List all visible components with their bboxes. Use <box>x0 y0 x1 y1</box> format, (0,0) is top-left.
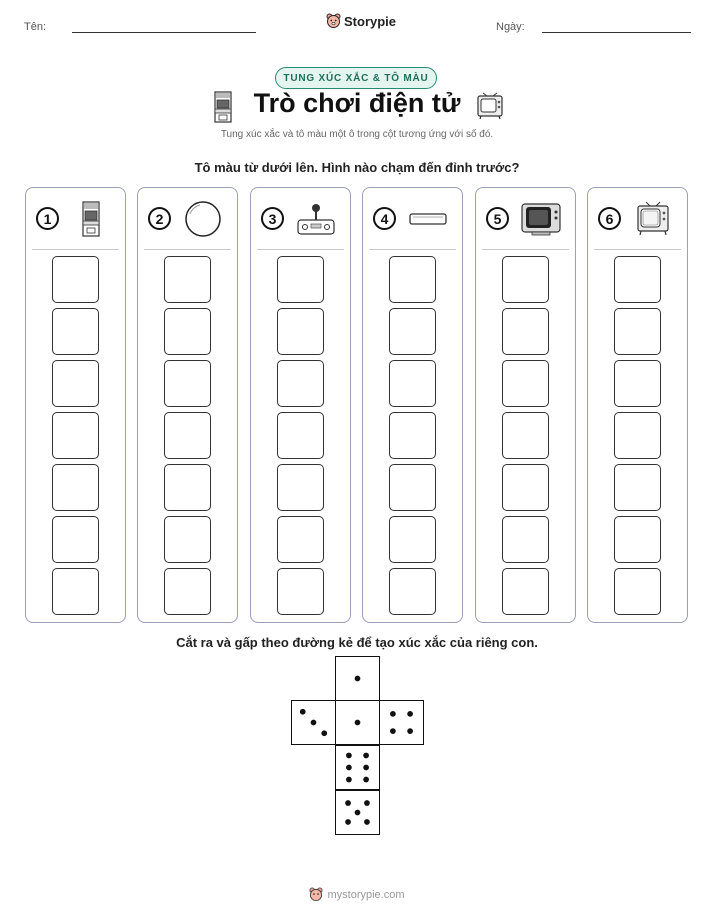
coloring-cell[interactable] <box>164 412 211 459</box>
footer <box>0 887 714 902</box>
coloring-cell[interactable] <box>502 308 549 355</box>
coloring-cell[interactable] <box>52 516 99 563</box>
column-divider <box>594 249 681 250</box>
coloring-instruction: Tô màu từ dưới lên. Hình nào chạm đến đỉnh trước? <box>194 160 520 175</box>
coloring-cell[interactable] <box>502 516 549 563</box>
coloring-cell[interactable] <box>614 412 661 459</box>
coloring-cell[interactable] <box>614 464 661 511</box>
circle-icon <box>180 200 226 238</box>
coloring-cell[interactable] <box>52 412 99 459</box>
column-number: 2 <box>148 207 171 230</box>
name-line <box>72 32 256 33</box>
coloring-cell[interactable] <box>389 516 436 563</box>
coloring-cell[interactable] <box>52 464 99 511</box>
bear-logo-icon <box>309 887 323 902</box>
die-face-1 <box>335 700 380 745</box>
column-4 <box>362 187 463 623</box>
column-number: 1 <box>36 207 59 230</box>
coloring-cell[interactable] <box>164 256 211 303</box>
coloring-cell[interactable] <box>389 308 436 355</box>
coloring-cell[interactable] <box>164 568 211 615</box>
page-subtitle: Tung xúc xắc và tô màu một ô trong cột tương ứng với số đó. <box>220 129 494 140</box>
coloring-cell[interactable] <box>389 464 436 511</box>
coloring-cell[interactable] <box>277 464 324 511</box>
die-face-6 <box>335 745 380 790</box>
cut-instruction: Cắt ra và gấp theo đường kẻ để tạo xúc xắc của riêng con. <box>176 635 538 650</box>
column-divider <box>144 249 231 250</box>
coloring-cell[interactable] <box>614 308 661 355</box>
coloring-cell[interactable] <box>277 360 324 407</box>
coloring-cell[interactable] <box>52 256 99 303</box>
column-divider <box>369 249 456 250</box>
arcade-cabinet-icon <box>68 200 114 238</box>
column-divider <box>257 249 344 250</box>
coloring-cell[interactable] <box>614 256 661 303</box>
column-2 <box>137 187 238 623</box>
coloring-cell[interactable] <box>164 308 211 355</box>
die-face-3 <box>291 700 336 745</box>
column-number: 6 <box>598 207 621 230</box>
coloring-cell[interactable] <box>164 464 211 511</box>
column-number: 4 <box>373 207 396 230</box>
column-5 <box>475 187 576 623</box>
coloring-cell[interactable] <box>502 412 549 459</box>
retro-tv-icon <box>630 200 676 238</box>
coloring-cell[interactable] <box>277 308 324 355</box>
bear-logo-icon <box>326 13 341 29</box>
coloring-cell[interactable] <box>164 516 211 563</box>
storypie-logo <box>326 13 396 29</box>
die-face-4 <box>379 700 424 745</box>
column-number: 3 <box>261 207 284 230</box>
coloring-cell[interactable] <box>614 360 661 407</box>
coloring-cell[interactable] <box>52 360 99 407</box>
activity-badge: TUNG XÚC XẮC & TÔ MÀU <box>275 67 437 89</box>
coloring-cell[interactable] <box>502 256 549 303</box>
column-divider <box>32 249 119 250</box>
crt-monitor-icon <box>518 200 564 238</box>
date-line <box>542 32 691 33</box>
cartridge-icon <box>405 200 451 238</box>
coloring-cell[interactable] <box>502 464 549 511</box>
coloring-cell[interactable] <box>389 412 436 459</box>
coloring-cell[interactable] <box>277 256 324 303</box>
joystick-icon <box>293 200 339 238</box>
column-3 <box>250 187 351 623</box>
coloring-cell[interactable] <box>277 412 324 459</box>
coloring-cell[interactable] <box>502 568 549 615</box>
coloring-cell[interactable] <box>164 360 211 407</box>
page-title: Trò chơi điện tử <box>253 88 461 118</box>
coloring-cell[interactable] <box>52 308 99 355</box>
coloring-cell[interactable] <box>52 568 99 615</box>
coloring-cell[interactable] <box>614 516 661 563</box>
column-number: 5 <box>486 207 509 230</box>
die-face-1 <box>335 656 380 701</box>
coloring-cell[interactable] <box>389 256 436 303</box>
column-6 <box>587 187 688 623</box>
name-label: Tên: <box>24 21 47 33</box>
logo-text: Storypie <box>344 13 397 29</box>
coloring-cell[interactable] <box>277 568 324 615</box>
coloring-cell[interactable] <box>389 568 436 615</box>
coloring-cell[interactable] <box>502 360 549 407</box>
coloring-cell[interactable] <box>277 516 324 563</box>
coloring-cell[interactable] <box>614 568 661 615</box>
coloring-cell[interactable] <box>389 360 436 407</box>
retro-tv-icon <box>476 92 504 120</box>
column-divider <box>482 249 569 250</box>
column-1 <box>25 187 126 623</box>
die-face-5 <box>335 790 380 835</box>
footer-url[interactable]: mystorypie.com <box>327 888 405 901</box>
date-label: Ngày: <box>496 21 525 33</box>
